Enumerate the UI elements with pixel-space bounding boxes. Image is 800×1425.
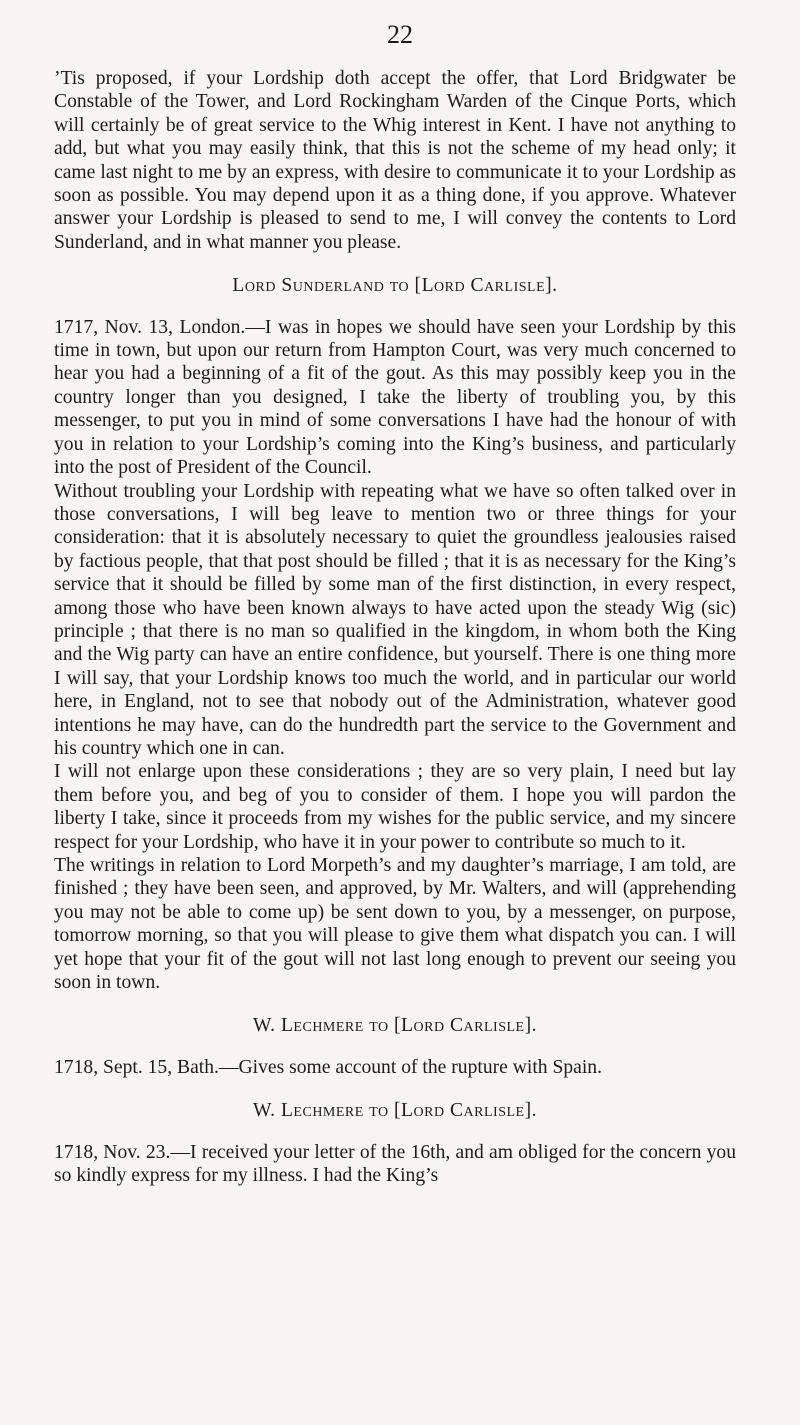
page-number: 22 bbox=[387, 20, 413, 49]
letter-heading-lechmere-1: W. Lechmere to [Lord Carlisle]. bbox=[252, 1015, 538, 1037]
paragraph-sunderland-1: 1717, Nov. 13, London.—I was in hopes we should have seen your Lordship by this time in town, but upon our return from Hampton Court, was very much concerned to hear you had a beginning of a fit of the gout. As this may possibly keep you in the country longer than you designed, I take the liberty of troubling you, by this messenger, to put you in mind of some conversations I have had the honour of with you in relation to your Lordship’s coming into the King’s business, and particularly into the post of President of the Council. bbox=[54, 316, 736, 479]
letter-heading-sunderland: Lord Sunderland to [Lord Carlisle]. bbox=[232, 275, 558, 297]
letter-heading-lechmere-2: W. Lechmere to [Lord Carlisle]. bbox=[252, 1100, 538, 1122]
paragraph-lechmere-1: 1718, Sept. 15, Bath.—Gives some account of the rupture with Spain. bbox=[54, 1056, 602, 1078]
paragraph-lechmere-2: 1718, Nov. 23.—I received your letter of the 16th, and am obliged for the concern you so kindly express for my illness. I had the King’s bbox=[54, 1141, 736, 1187]
page-content bbox=[54, 67, 736, 1187]
paragraph-sunderland-4: The writings in relation to Lord Morpeth’s and my daughter’s marriage, I am told, are finished ; they have been seen, and approved, by Mr. Walters, and will (apprehending you may not be able to come up) be sent down to you, by a messenger, on purpose, tomorrow morning, so that you will please to give them what dispatch you can. I will yet hope that your fit of the gout will not last long enough to prevent our seeing you soon in town. bbox=[54, 855, 736, 994]
paragraph-proposal: ’Tis proposed, if your Lordship doth accept the offer, that Lord Bridgwater be Constable of the Tower, and Lord Rockingham Warden of the Cinque Ports, which will certainly be of great service to the Whig interest in Kent. I have not anything to add, but what you may easily think, that this is not the scheme of my head only; it came last night to me by an express, with desire to communicate it to your Lordship as soon as possible. You may depend upon it as a thing done, if you approve. Whatever answer your Lordship is pleased to send to me, I will convey the contents to Lord Sunderland, and in what manner you please. bbox=[54, 68, 736, 253]
paragraph-sunderland-3: I will not enlarge upon these considerations ; they are so very plain, I need but lay them before you, and beg of you to consider of them. I hope you will pardon the liberty I take, since it proceeds from my wishes for the public service, and my sincere respect for your Lordship, who have it in your power to contribute so much to it. bbox=[54, 761, 736, 853]
paragraph-sunderland-2: Without troubling your Lordship with repeating what we have so often talked over in those conversations, I will beg leave to mention two or three things for your consideration: that it is absolutely necessary to quiet the groundless jealousies raised by factious people, that that post should be filled ; that it is as necessary for the King’s service that it should be filled by some man of the first distinction, in every respect, among those who have been known always to have acted upon the steady Wig (sic) principle ; that there is no man so qualified in the kingdom, in whom both the King and the Wig party can have an entire confidence, but yourself. There is one thing more I will say, that your Lordship knows too much the world, and in particular our world here, in England, not to see that nobody out of the Administration, whatever good intentions he may have, can do the hundredth part the service to the Government and his country which one in can. bbox=[54, 480, 736, 759]
